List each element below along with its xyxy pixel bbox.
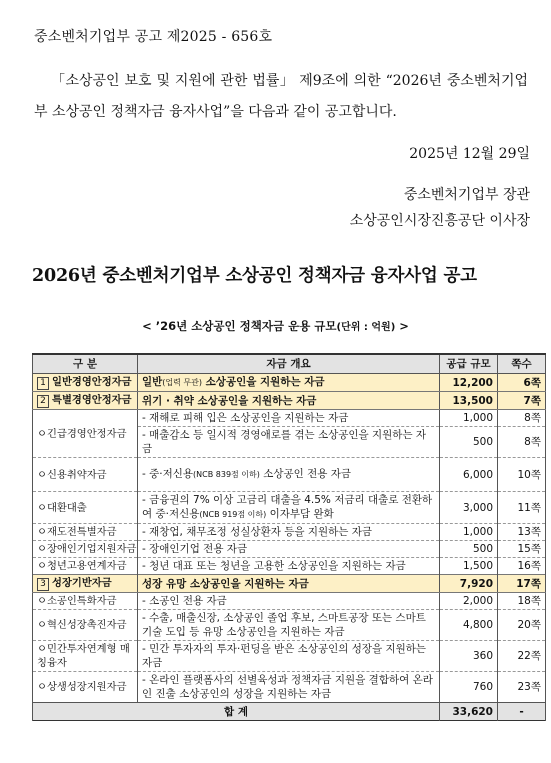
table-total-row xyxy=(33,703,546,721)
header-category: 구 분 xyxy=(33,354,138,374)
table-row-category-2 xyxy=(33,392,546,410)
fund-amount: 500 xyxy=(440,541,498,558)
fund-desc: - 온라인 플랫폼사의 선별육성과 정책자금 지원을 결합하여 온라인 진출 소상공인의 성장을 지원하는 자금 xyxy=(138,672,440,703)
fund-page: 15쪽 xyxy=(498,541,546,558)
table-row xyxy=(33,492,546,524)
fund-desc: - 청년 대표 또는 청년을 고용한 소상공인을 지원하는 자금 xyxy=(138,558,440,575)
table-row xyxy=(33,558,546,575)
category-number-box: 3 xyxy=(37,578,49,591)
desc-part: 이자부담 완화 xyxy=(266,508,334,520)
notice-date: 2025년 12월 29일 xyxy=(409,146,530,162)
fund-page: 16쪽 xyxy=(498,558,546,575)
fund-amount: 1,500 xyxy=(440,558,498,575)
fund-page: 18쪽 xyxy=(498,593,546,610)
category-desc: 성장 유망 소상공인을 지원하는 자금 xyxy=(138,575,440,593)
category-page: 6쪽 xyxy=(498,374,546,392)
signatory-minister: 중소벤처기업부 장관 xyxy=(403,187,530,203)
table-row-category-1 xyxy=(33,374,546,392)
fund-amount: 1,000 xyxy=(440,524,498,541)
category-name xyxy=(33,575,138,593)
fund-amount: 3,000 xyxy=(440,492,498,524)
fund-name: ㅇ재도전특별자금 xyxy=(33,524,138,541)
header-overview: 자금 개요 xyxy=(138,354,440,374)
category-label: 일반경영안정자금 xyxy=(52,376,132,388)
header-amount: 공급 규모 xyxy=(440,354,498,374)
notice-number: 중소벤처기업부 공고 제2025 - 656호 xyxy=(34,29,273,45)
table-row xyxy=(33,458,546,492)
header-page: 쪽수 xyxy=(498,354,546,374)
fund-page: 11쪽 xyxy=(498,492,546,524)
table-row xyxy=(33,610,546,641)
desc-small: (NCB 839점 이하) xyxy=(193,470,260,479)
table-row-category-3 xyxy=(33,575,546,593)
category-label: 성장기반자금 xyxy=(52,577,112,589)
category-amount: 12,200 xyxy=(440,374,498,392)
fund-name: ㅇ청년고용연계자금 xyxy=(33,558,138,575)
total-amount: 33,620 xyxy=(440,703,498,721)
category-desc: 위기 · 취약 소상공인을 지원하는 자금 xyxy=(138,392,440,410)
category-page: 17쪽 xyxy=(498,575,546,593)
desc-part: 일반 xyxy=(142,376,163,388)
category-number-box: 2 xyxy=(37,395,49,408)
fund-name: ㅇ소공인특화자금 xyxy=(33,593,138,610)
fund-desc xyxy=(138,458,440,492)
desc-small: (업력 무관) xyxy=(162,378,202,387)
fund-name: ㅇ혁신성장촉진자금 xyxy=(33,610,138,641)
table-row xyxy=(33,541,546,558)
table-title-end: > xyxy=(395,319,409,333)
fund-amount: 760 xyxy=(440,672,498,703)
table-row xyxy=(33,672,546,703)
category-amount: 13,500 xyxy=(440,392,498,410)
table-title xyxy=(0,318,551,334)
category-name xyxy=(33,374,138,392)
desc-part: - 중·저신용 xyxy=(142,468,194,480)
fund-name: ㅇ상생성장지원자금 xyxy=(33,672,138,703)
intro-paragraph: 「소상공인 보호 및 지원에 관한 법률」 제9조에 의한 “2026년 중소벤처기업부 소상공인 정책자금 융자사업”을 다음과 같이 공고합니다. xyxy=(34,73,528,120)
category-label: 특별경영안정자금 xyxy=(52,394,132,406)
fund-amount: 360 xyxy=(440,641,498,672)
fund-page: 10쪽 xyxy=(498,458,546,492)
fund-name: ㅇ긴급경영안정자금 xyxy=(33,410,138,458)
fund-page: 22쪽 xyxy=(498,641,546,672)
fund-page: 8쪽 xyxy=(498,410,546,427)
fund-desc xyxy=(138,492,440,524)
fund-table xyxy=(32,353,546,721)
fund-desc: - 민간 투자자의 투자·펀딩을 받은 소상공인의 성장을 지원하는 자금 xyxy=(138,641,440,672)
signatory-agency-head: 소상공인시장진흥공단 이사장 xyxy=(349,213,530,229)
fund-desc: - 수출, 매출신장, 소상공인 졸업 후보, 스마트공장 또는 스마트기술 도입 등 유망 소상공인을 지원하는 자금 xyxy=(138,610,440,641)
fund-amount: 1,000 xyxy=(440,410,498,427)
table-header-row xyxy=(33,354,546,374)
fund-page: 20쪽 xyxy=(498,610,546,641)
desc-part: 소상공인 전용 자금 xyxy=(259,468,352,480)
fund-page: 8쪽 xyxy=(498,427,546,458)
fund-name: ㅇ대환대출 xyxy=(33,492,138,524)
fund-desc: - 장애인기업 전용 자금 xyxy=(138,541,440,558)
category-name xyxy=(33,392,138,410)
fund-name: ㅇ장애인기업지원자금 xyxy=(33,541,138,558)
table-row xyxy=(33,593,546,610)
table-title-text: < ’26년 소상공인 정책자금 운용 규모 xyxy=(142,319,337,333)
fund-desc: - 재창업, 채무조정 성실상환자 등을 지원하는 자금 xyxy=(138,524,440,541)
total-label: 합 계 xyxy=(33,703,440,721)
document-title: 2026년 중소벤처기업부 소상공인 정책자금 융자사업 공고 xyxy=(32,266,477,286)
category-page: 7쪽 xyxy=(498,392,546,410)
table-row xyxy=(33,641,546,672)
category-number-box: 1 xyxy=(37,377,49,390)
desc-part: - 금융권의 7% 이상 고금리 대출을 4.5% 저금리 대출로 전환하여 중·저신용 xyxy=(142,494,433,520)
fund-amount: 500 xyxy=(440,427,498,458)
fund-desc: - 재해로 피해 입은 소상공인을 지원하는 자금 xyxy=(138,410,440,427)
table-unit: (단위 : 억원) xyxy=(336,322,396,333)
category-amount: 7,920 xyxy=(440,575,498,593)
fund-page: 23쪽 xyxy=(498,672,546,703)
fund-page: 13쪽 xyxy=(498,524,546,541)
fund-amount: 6,000 xyxy=(440,458,498,492)
fund-amount: 2,000 xyxy=(440,593,498,610)
fund-name: ㅇ민간투자연계형 매칭융자 xyxy=(33,641,138,672)
table-row xyxy=(33,524,546,541)
fund-desc: - 매출감소 등 일시적 경영애로를 겪는 소상공인을 지원하는 자금 xyxy=(138,427,440,458)
fund-desc: - 소공인 전용 자금 xyxy=(138,593,440,610)
category-desc xyxy=(138,374,440,392)
desc-small: (NCB 919점 이하) xyxy=(199,510,267,519)
fund-name: ㅇ신용취약자금 xyxy=(33,458,138,492)
fund-amount: 4,800 xyxy=(440,610,498,641)
table-row xyxy=(33,410,546,427)
desc-part: 소상공인을 지원하는 자금 xyxy=(202,376,325,388)
total-page: - xyxy=(498,703,546,721)
